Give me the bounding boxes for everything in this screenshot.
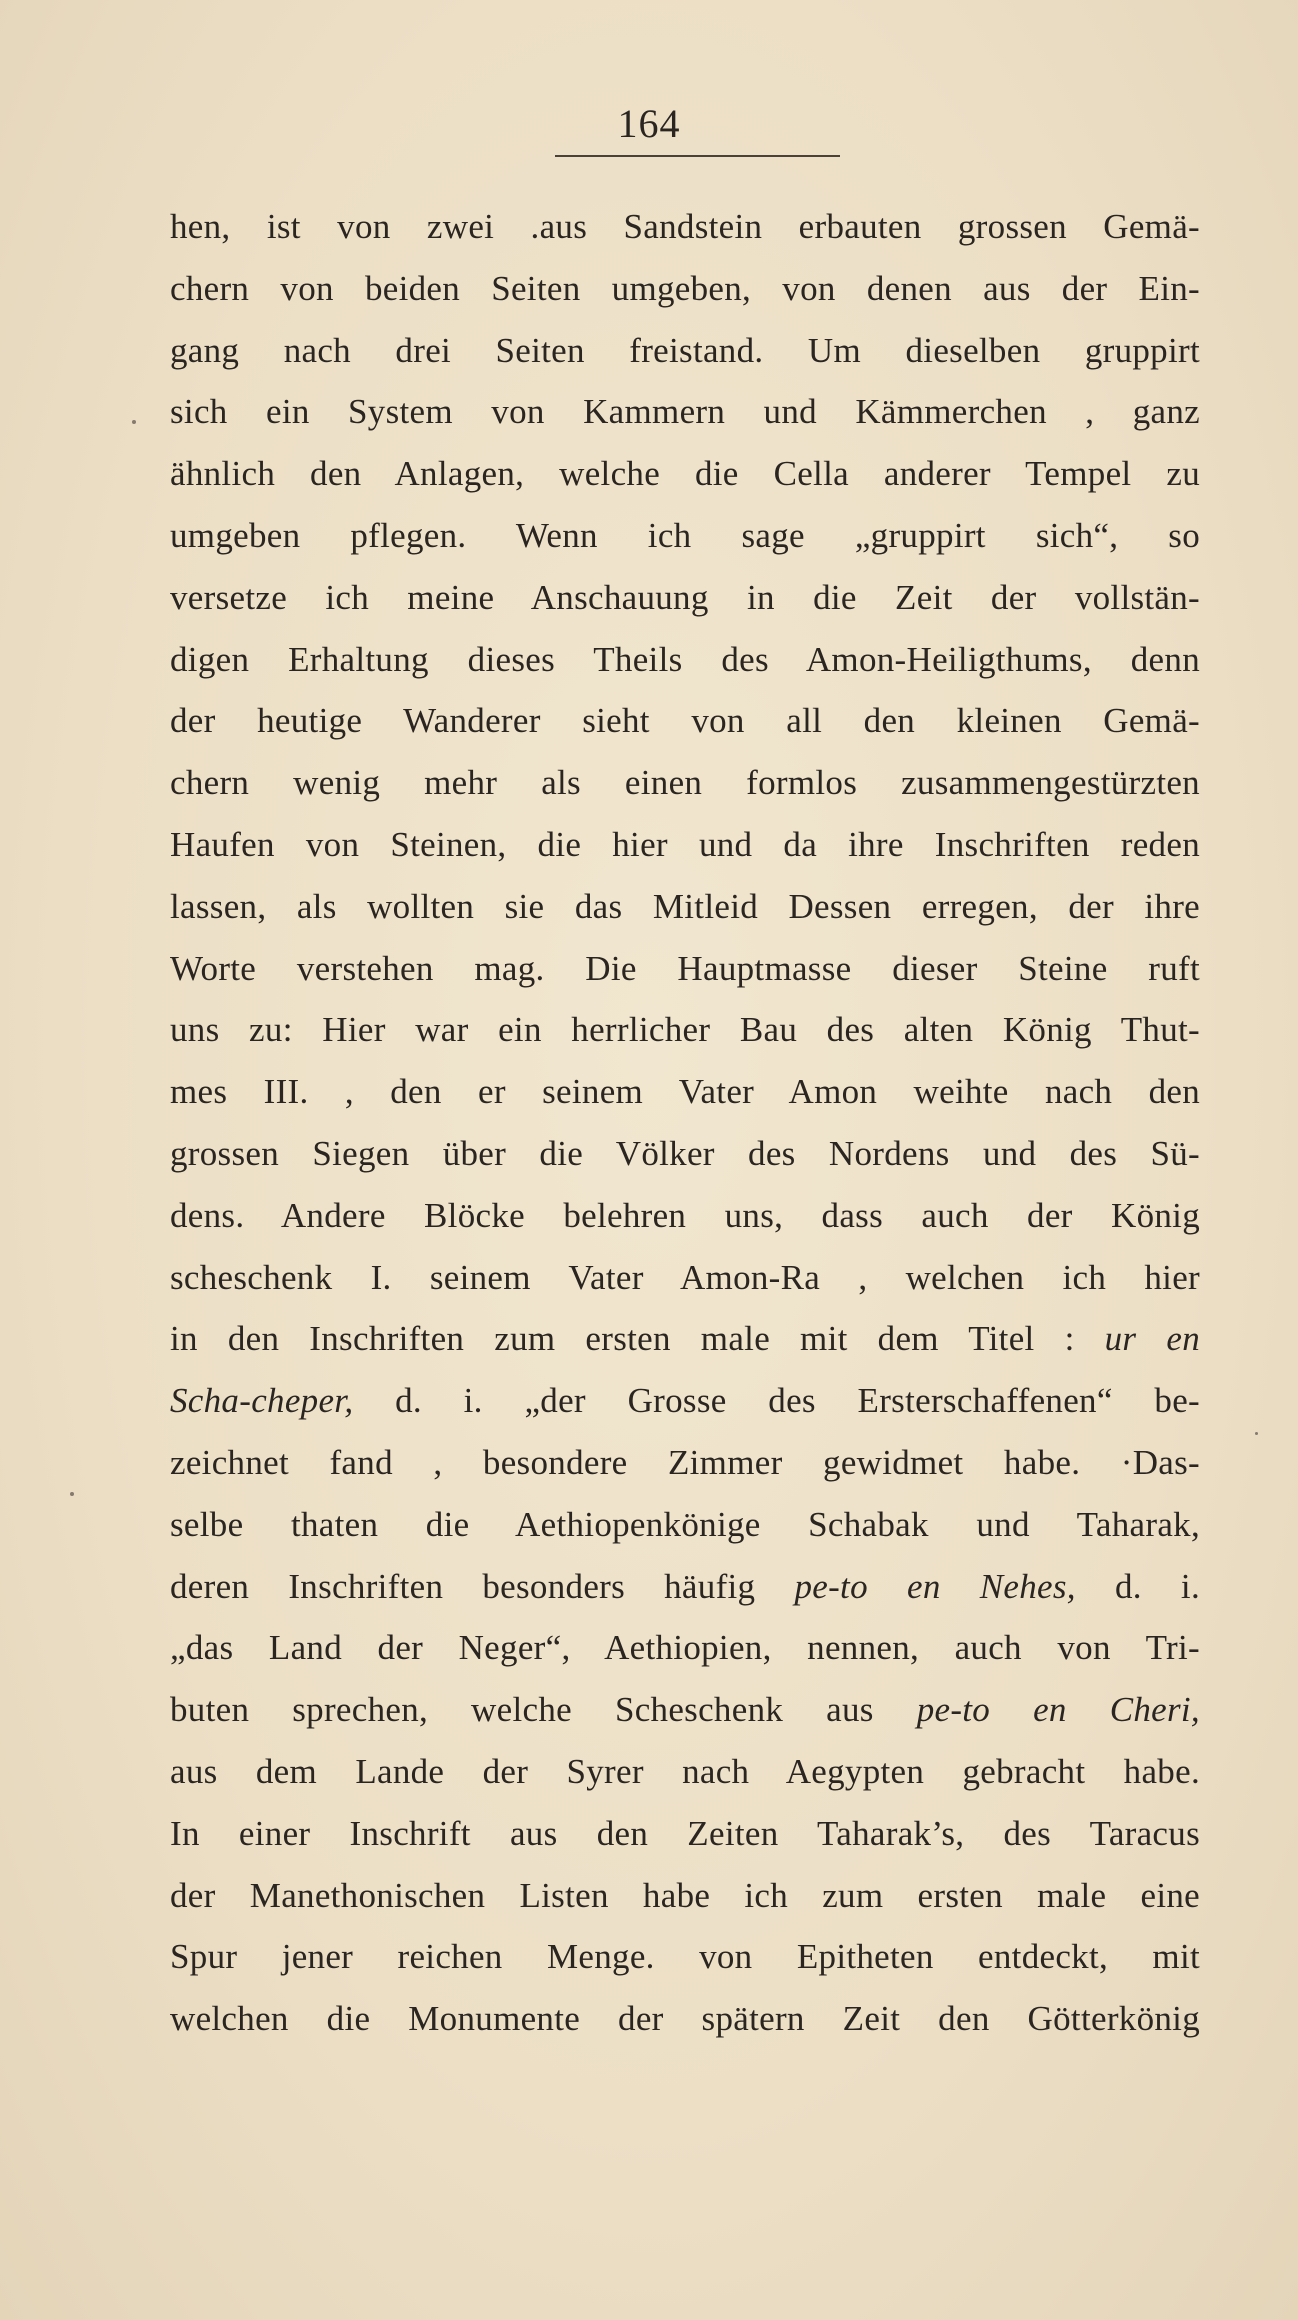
text-line <box>170 1123 1200 1185</box>
italic-term: Scha-cheper, <box>170 1381 354 1421</box>
text-line <box>170 876 1200 938</box>
text-line <box>170 1370 1200 1432</box>
text-line <box>170 1308 1200 1370</box>
text-line <box>170 999 1200 1061</box>
text-line <box>170 381 1200 443</box>
text-line <box>170 505 1200 567</box>
text-segment: sich ein System von Kammern und Kämmerchen , ganz <box>170 392 1200 432</box>
text-line <box>170 1803 1200 1865</box>
text-segment: hen, ist von zwei .aus Sandstein erbauten grossen Gemä- <box>170 207 1200 246</box>
text-segment: „das Land der Neger“, Aethiopien, nennen, auch von Tri- <box>170 1628 1200 1668</box>
italic-term: pe-to en Nehes, <box>794 1566 1076 1606</box>
text-segment: selbe thaten die Aethiopenkönige Schabak und Taharak, <box>170 1504 1200 1544</box>
text-line <box>170 690 1200 752</box>
text-segment: chern von beiden Seiten umgeben, von denen aus der Ein- <box>170 268 1200 308</box>
text-segment: deren Inschriften besonders häufig <box>170 1566 795 1606</box>
text-line <box>170 752 1200 814</box>
text-line <box>170 1988 1200 2050</box>
text-segment: lassen, als wollten sie das Mitleid Dessen erregen, der ihre <box>170 886 1200 926</box>
text-line <box>170 1247 1200 1309</box>
text-line <box>170 320 1200 382</box>
text-segment: buten sprechen, welche Scheschenk aus <box>170 1690 917 1730</box>
text-segment: welchen die Monumente der spätern Zeit den Götterkönig <box>170 1999 1200 2039</box>
text-segment: aus dem Lande der Syrer nach Aegypten gebracht habe. <box>170 1751 1200 1791</box>
text-segment: zeichnet fand , besondere Zimmer gewidmet habe. ·Das- <box>170 1442 1200 1482</box>
text-segment: Worte verstehen mag. Die Hauptmasse dieser Steine ruft <box>170 948 1200 988</box>
text-segment: ähnlich den Anlagen, welche die Cella anderer Tempel zu <box>170 454 1200 494</box>
text-line <box>170 443 1200 505</box>
text-line <box>170 1494 1200 1556</box>
text-line <box>170 1432 1200 1494</box>
body-text <box>170 196 1200 2050</box>
text-segment: digen Erhaltung dieses Theils des Amon-Heiligthums, denn <box>170 639 1200 679</box>
italic-term: pe-to en Cheri, <box>916 1690 1200 1730</box>
text-segment: d. i. „der Grosse des Ersterschaffenen“ be- <box>353 1381 1200 1421</box>
text-line <box>170 1679 1200 1741</box>
text-segment: gang nach drei Seiten freistand. Um dieselben gruppirt <box>170 330 1200 370</box>
text-line <box>170 1926 1200 1988</box>
text-line <box>170 196 1200 258</box>
text-segment: In einer Inschrift aus den Zeiten Taharak’s, des Taracus <box>170 1813 1200 1853</box>
text-line <box>170 1061 1200 1123</box>
text-segment: in den Inschriften zum ersten male mit dem Titel : <box>170 1319 1105 1359</box>
text-segment: scheschenk I. seinem Vater Amon-Ra , welchen ich hier <box>170 1257 1200 1297</box>
text-segment: der heutige Wanderer sieht von all den kleinen Gemä- <box>170 701 1200 741</box>
text-line <box>170 567 1200 629</box>
text-line <box>170 629 1200 691</box>
text-line <box>170 1617 1200 1679</box>
text-segment: grossen Siegen über die Völker des Nordens und des Sü- <box>170 1133 1200 1173</box>
italic-term: ur en <box>1104 1319 1201 1359</box>
text-segment: Spur jener reichen Menge. von Epitheten entdeckt, mit <box>170 1937 1200 1977</box>
text-line <box>170 1741 1200 1803</box>
text-line <box>170 1865 1200 1927</box>
header-rule <box>555 155 840 157</box>
text-line <box>170 1556 1200 1618</box>
paper-speck <box>70 1492 74 1496</box>
text-line <box>170 1185 1200 1247</box>
text-segment: mes III. , den er seinem Vater Amon weihte nach den <box>170 1072 1200 1112</box>
paper-speck <box>1255 1432 1258 1435</box>
text-line <box>170 938 1200 1000</box>
text-segment: uns zu: Hier war ein herrlicher Bau des alten König Thut- <box>170 1010 1200 1050</box>
text-line <box>170 814 1200 876</box>
text-line <box>170 258 1200 320</box>
text-segment: versetze ich meine Anschauung in die Zeit der vollstän- <box>170 577 1200 617</box>
text-segment: umgeben pflegen. Wenn ich sage „gruppirt sich“, so <box>170 515 1200 555</box>
text-segment: d. i. <box>1075 1566 1200 1606</box>
paper-speck <box>132 420 136 424</box>
page-number: 164 <box>617 101 681 146</box>
text-segment: chern wenig mehr als einen formlos zusammengestürzten <box>170 763 1200 803</box>
text-segment: Haufen von Steinen, die hier und da ihre Inschriften reden <box>170 824 1200 864</box>
text-segment: der Manethonischen Listen habe ich zum ersten male eine <box>170 1875 1200 1915</box>
text-segment: dens. Andere Blöcke belehren uns, dass auch der König <box>170 1195 1200 1235</box>
